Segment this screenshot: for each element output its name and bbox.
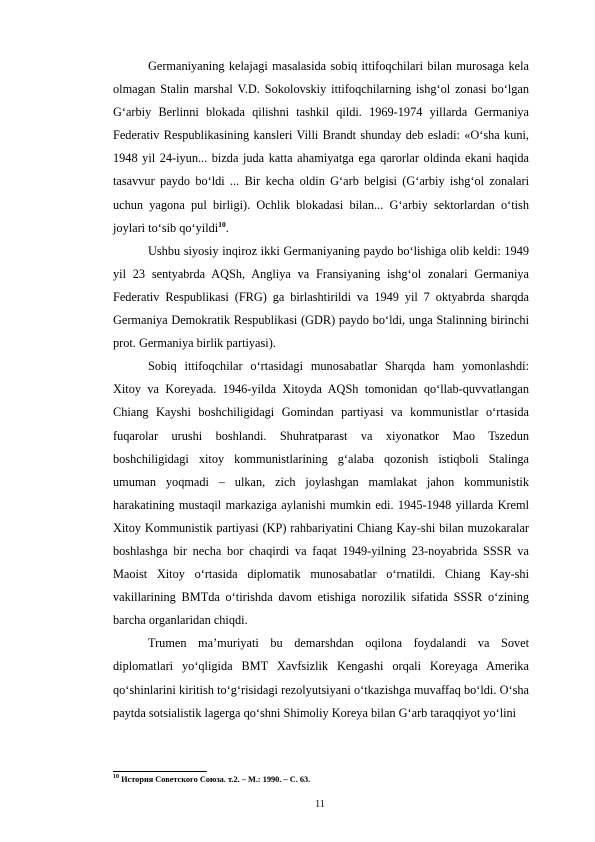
paragraph-1 [113,55,529,240]
footnote-separator [113,771,207,772]
paragraph-2: Ushbu siyosiy inqiroz ikki Germaniyaning paydo bo‘lishiga olib keldi: 1949 yil 23 sentyabrda AQSh, Angliya va Fransiyaning ishg‘ol zonalari Germaniya Federativ Respublikasi (FRG) ga birlashtirildi va 1949 yil 7 oktyabrda sharqda Germaniya Demokratik Respublikasi (GDR) paydo bo‘ldi, unga Stalinning birinchi prot. Germaniya birlik partiyasi). [113,243,529,351]
paragraph-4: Trumen ma’muriyati bu demarshdan oqilona foydalandi va Sovet diplomatlari yo‘qligida BMT Xavfsizlik Kengashi orqali Koreyaga Amerika qo‘shinlarini kiritish to‘g‘risidagi rezolyutsiyani o‘tkazishga muvaffaq bo‘ldi. O‘sha paytda sotsialistik lagerga qo‘shni Shimoliy Koreya bilan G‘arb taraqqiyot yo‘lini [113,636,529,720]
footnote-text: История Советского Союза. т.2. – М.: 1990. – С. 63. [119,775,311,784]
page-number: 11 [315,799,325,810]
paragraph-1-text: Germaniyaning kelajagi masalasida sobiq ittifoqchilari bilan murosaga kela olmagan Stalin marshal V.D. Sokolovskiy ittifoqchilarning ishg‘ol zonasi bo‘lgan G‘arbiy Berlinni blokada qilishni tashkil qildi. 1969-1974 yillarda Germaniya Federativ Respublikasining kansleri Villi Brandt shunday deb esladi: «O‘sha kuni, 1948 yil 24-iyun... bizda juda katta ahamiyatga ega qarorlar oldinda ekani haqida tasavvur paydo bo‘ldi ... Bir kecha oldin G‘arb belgisi (G‘arbiy ishg‘ol zonalari uchun yagona pul birligi). Ochlik blokadasi bilan... G‘arbiy sektorlardan o‘tish joylari to‘sib qo‘yildi [113,59,529,235]
footnote-number: 10 [113,774,119,781]
paragraph-1-end: . [225,220,229,235]
footnote-reference: 10 [218,219,226,229]
body-text [113,55,529,725]
footnote [113,774,533,785]
paragraph-3: Sobiq ittifoqchilar o‘rtasidagi munosabatlar Sharqda ham yomonlashdi: Xitoy va Koreyada. 1946-yilda Xitoyda AQSh tomonidan qo‘llab-quvvatlangan Chiang Kayshi boshchiligidagi Gomindan partiyasi va kommunistlar o‘rtasida fuqarolar urushi boshlandi. Shuhratparast va xiyonatkor Mao Tszedun boshchiligidagi xitoy kommunistlarining g‘alaba qozonish istiqboli Stalinga umuman yoqmadi – ulkan, zich joylashgan mamlakat jahon kommunistik harakatining mustaqil markaziga aylanishi mumkin edi. 1945-1948 yillarda Kreml Xitoy Kommunistik partiyasi (KP) rahbariyatini Chiang Kay-shi bilan muzokaralar boshlashga bir necha bor chaqirdi va faqat 1949-yilning 23-noyabrida SSSR va Maoist Xitoy o‘rtasida diplomatik munosabatlar o‘rnatildi. Chiang Kay-shi vakillarining BMTda o‘tirishda davom etishiga norozilik sifatida SSSR o‘zining barcha organlaridan chiqdi. [113,359,529,628]
